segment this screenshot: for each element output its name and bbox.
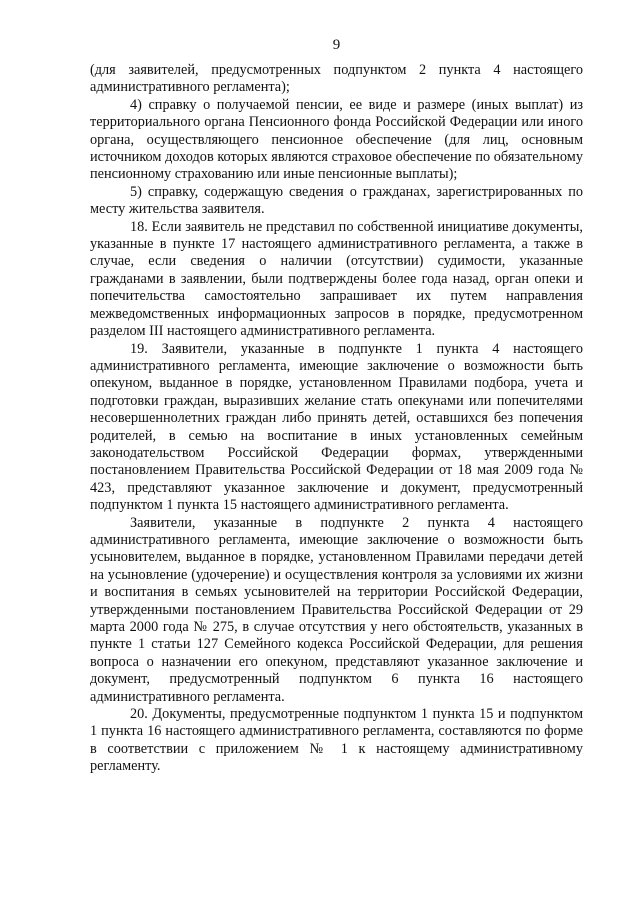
paragraph-item-5: 5) справку, содержащую сведения о гражданах, зарегистрированных по месту жительства заявителя. — [90, 183, 583, 218]
paragraph-19-applicants: Заявители, указанные в подпункте 2 пункта 4 настоящего административного регламента, имеющие заключение о возможности быть усыновителем, выданное в порядке, установленном Правилами передачи детей на усыновление (удочерение) и осуществления контроля за условиями их жизни и воспитания в семьях усыновителей на территории Российской Федерации, утвержденными постановлением Правительства Российской Федерации от 29 марта 2000 года № 275, в случае отсутствия у него обстоятельств, указанных в пункте 1 статьи 127 Семейного кодекса Российской Федерации, для решения вопроса о назначении его опекуном, представляют указанное заключение и документ, предусмотренный подпунктом 6 пункта 16 настоящего административного регламента. — [90, 514, 583, 705]
page-number: 9 — [332, 37, 341, 53]
paragraph-18: 18. Если заявитель не представил по собственной инициативе документы, указанные в пункте 17 настоящего административного регламента, а также в случае, если сведения о наличии (отсутствии) судимости, указанные гражданами в заявлении, были подтверждены более года назад, орган опеки и попечительства самостоятельно запрашивает их путем направления межведомственных информационных запросов в порядке, предусмотренном разделом III настоящего административного регламента. — [90, 218, 583, 340]
document-body — [90, 62, 583, 776]
paragraph-item-4: 4) справку о получаемой пенсии, ее виде и размере (иных выплат) из территориального органа Пенсионного фонда Российской Федерации или иного органа, осуществляющего пенсионное обеспечение (для лиц, основным источником доходов которых являются страховое обеспечение по обязательному пенсионному страхованию или иные пенсионные выплаты); — [90, 96, 583, 183]
paragraph-20: 20. Документы, предусмотренные подпунктом 1 пункта 15 и подпунктом 1 пункта 16 настоящего административного регламента, составляются по форме в соответствии с приложением № 1 к настоящему административному регламенту. — [90, 706, 583, 775]
paragraph-19: 19. Заявители, указанные в подпункте 1 пункта 4 настоящего административного регламента, имеющие заключение о возможности быть опекуном, выданное в порядке, установленном Правилами подбора, учета и подготовки граждан, выразивших желание стать опекунами или попечителями несовершеннолетних граждан либо принять детей, оставшихся без попечения родителей, в семью на воспитание в иных установленных семейным законодательством Российской Федерации формах, утвержденными постановлением Правительства Российской Федерации от 18 мая 2009 года № 423, представляют указанное заключение и документ, предусмотренный подпунктом 1 пункта 15 настоящего административного регламента. — [90, 340, 583, 514]
paragraph-continuation: (для заявителей, предусмотренных подпунктом 2 пункта 4 настоящего административного регламента); — [90, 62, 583, 96]
